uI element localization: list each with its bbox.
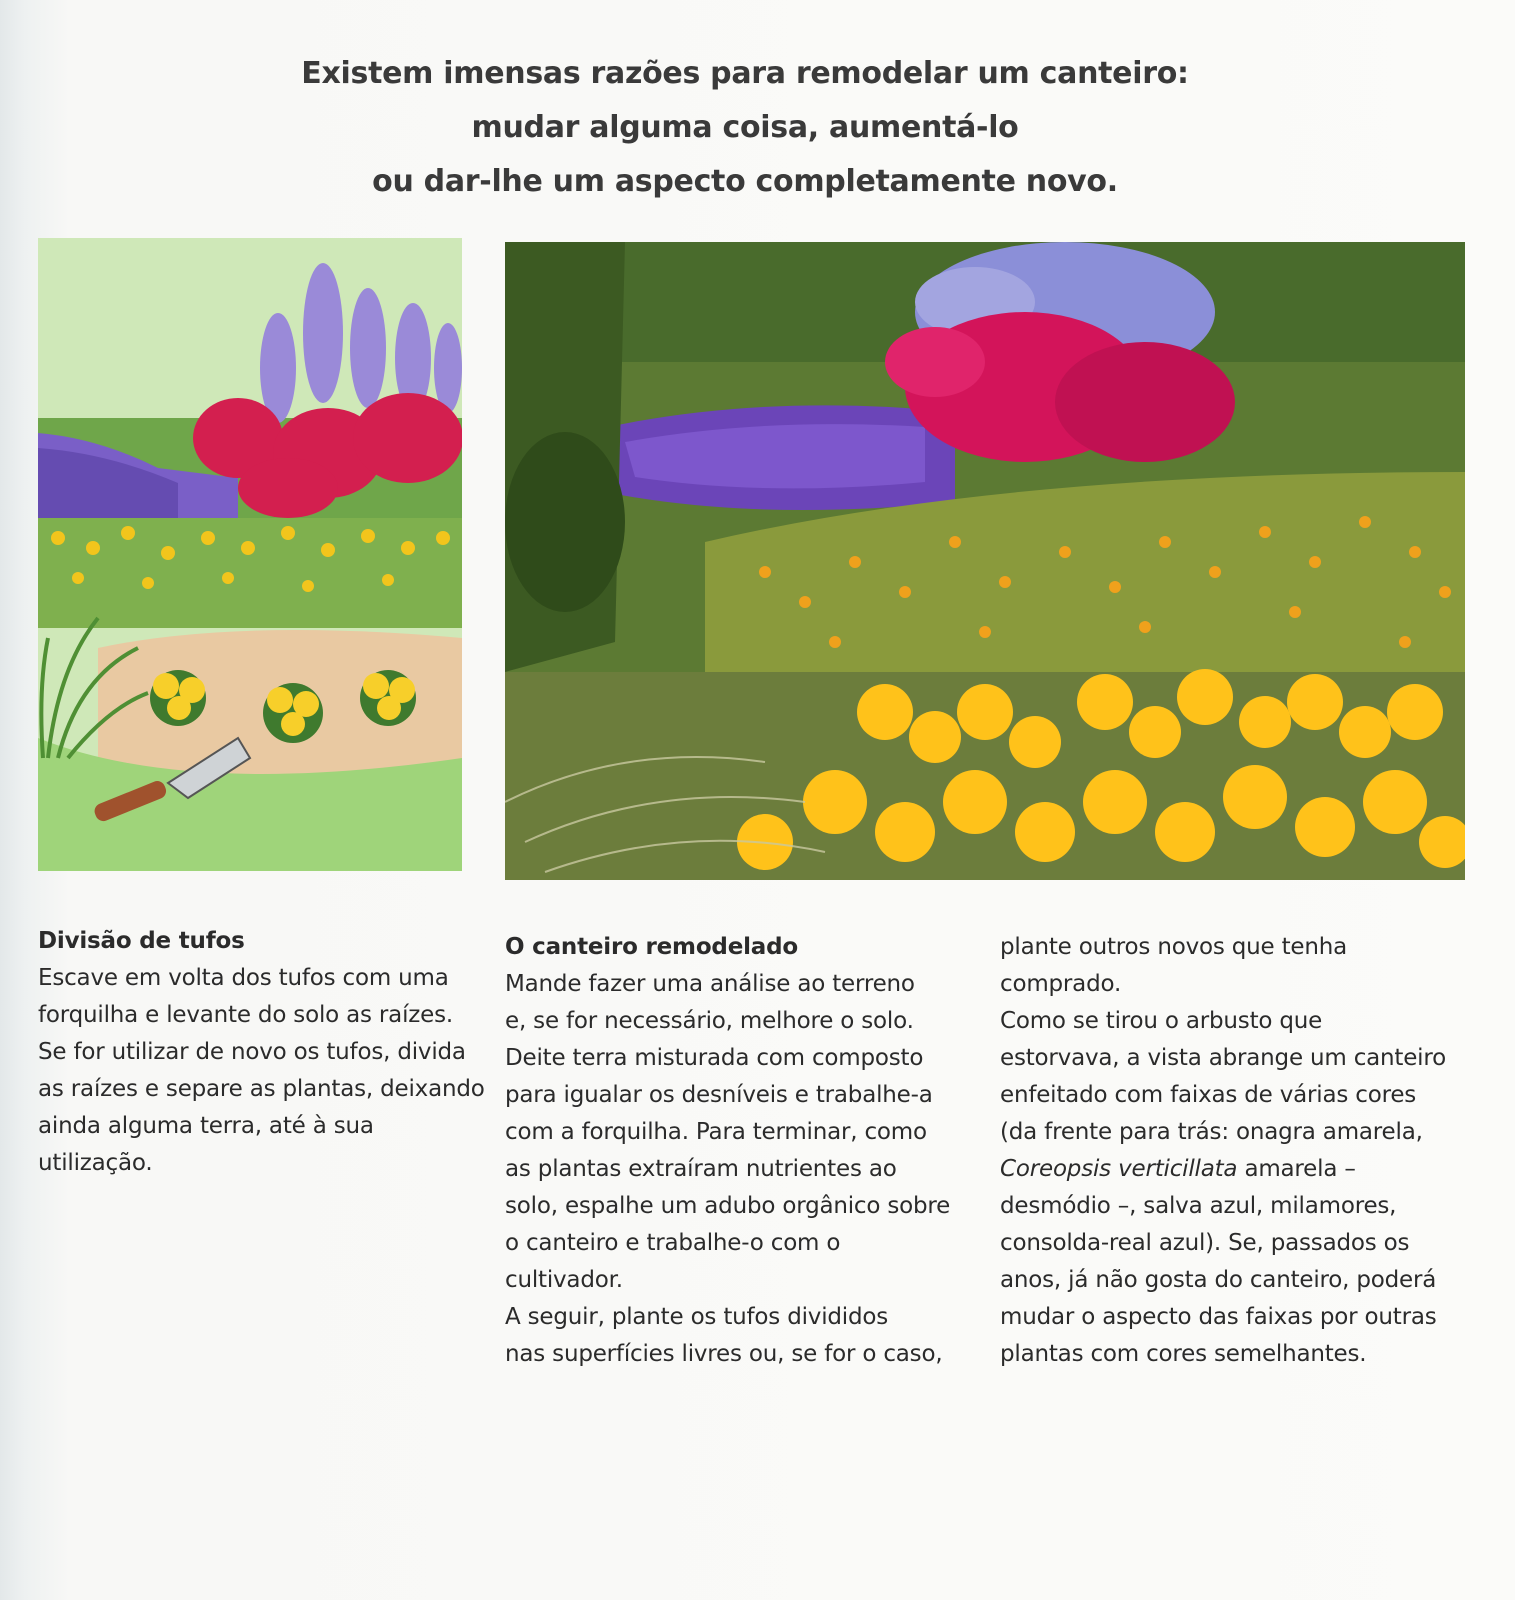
page-headline (250, 47, 1240, 209)
section-heading: O canteiro remodelado (505, 934, 798, 960)
text-line: e, se for necessário, melhore o solo. (505, 1008, 914, 1034)
text-line: o canteiro e trabalhe-o com o (505, 1230, 841, 1256)
text-line: as plantas extraíram nutrientes ao (505, 1156, 897, 1182)
text-line: Escave em volta dos tufos com uma (38, 965, 449, 991)
text-line: Mande fazer uma análise ao terreno (505, 971, 915, 997)
text-line: comprado. (1000, 971, 1122, 997)
text-line: enfeitado com faixas de várias cores (1000, 1082, 1417, 1108)
text-line: Deite terra misturada com composto (505, 1045, 924, 1071)
text-line: com a forquilha. Para terminar, como (505, 1119, 927, 1145)
species-name: Coreopsis verticillata (1000, 1156, 1238, 1182)
text-line: as raízes e separe as plantas, deixando (38, 1076, 485, 1102)
text-line: nas superfícies livres ou, se for o caso, (505, 1341, 943, 1367)
text-line: consolda-real azul). Se, passados os (1000, 1230, 1410, 1256)
text-line: estorvava, a vista abrange um canteiro (1000, 1045, 1446, 1071)
text-line: A seguir, plante os tufos divididos (505, 1304, 889, 1330)
text-line: plante outros novos que tenha (1000, 934, 1348, 960)
column-dividing-clumps (38, 923, 485, 1182)
text-line: plantas com cores semelhantes. (1000, 1341, 1367, 1367)
text-line: mudar o aspecto das faixas por outras (1000, 1304, 1437, 1330)
text-line: para igualar os desníveis e trabalhe-a (505, 1082, 933, 1108)
text-line: forquilha e levante do solo as raízes. (38, 1002, 453, 1028)
text-line: solo, espalhe um adubo orgânico sobre (505, 1193, 951, 1219)
column-continuation (1000, 929, 1470, 1373)
headline-line: Existem imensas razões para remodelar um canteiro: (301, 56, 1189, 91)
text-line: desmódio –, salva azul, milamores, (1000, 1193, 1397, 1219)
text-fragment: amarela – (1237, 1156, 1356, 1182)
text-line: ainda alguma terra, até à sua (38, 1113, 374, 1139)
headline-line: mudar alguma coisa, aumentá-lo (471, 110, 1019, 145)
text-line: utilização. (38, 1150, 153, 1176)
column-remodeled-bed (505, 929, 975, 1373)
text-line (1000, 1151, 1470, 1188)
text-line: (da frente para trás: onagra amarela, (1000, 1119, 1423, 1145)
section-heading: Divisão de tufos (38, 928, 245, 954)
text-line: Como se tirou o arbusto que (1000, 1008, 1323, 1034)
photo-remodeled-flower-bed (505, 242, 1465, 880)
text-line: Se for utilizar de novo os tufos, divida (38, 1039, 466, 1065)
text-line: cultivador. (505, 1267, 623, 1293)
headline-line: ou dar-lhe um aspecto completamente novo. (372, 164, 1118, 199)
text-line: anos, já não gosta do canteiro, poderá (1000, 1267, 1437, 1293)
illustration-dividing-clumps (38, 238, 462, 871)
